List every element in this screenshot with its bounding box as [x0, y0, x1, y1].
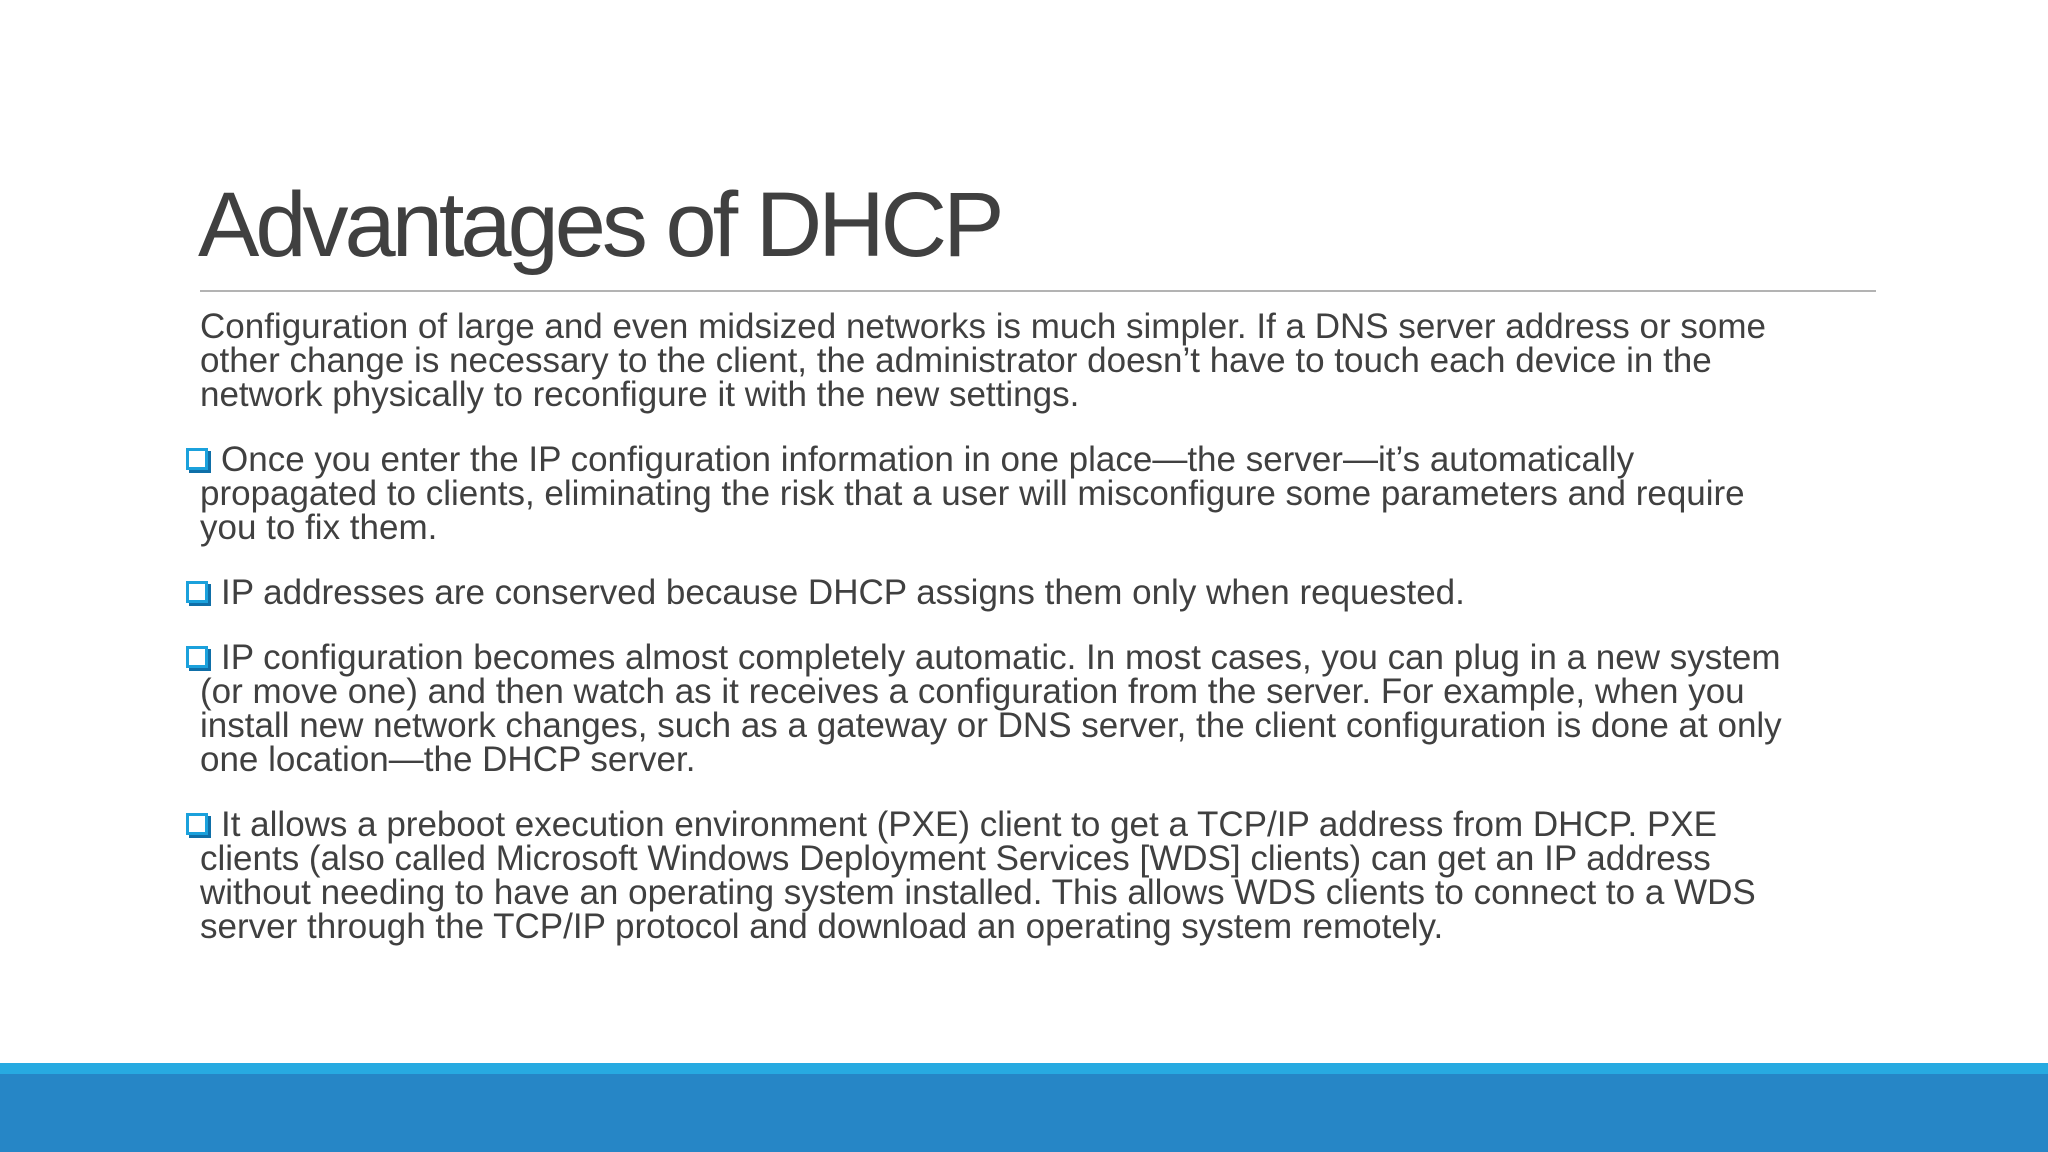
text-line: other change is necessary to the client, the administrator doesn’t have to touch each device in the — [200, 341, 1712, 380]
footer-bar — [0, 1074, 2048, 1152]
text-line: you to fix them. — [200, 508, 438, 547]
bullet-item — [200, 573, 1880, 612]
text-line: IP addresses are conserved because DHCP assigns them only when requested. — [221, 573, 1465, 612]
text-line: Configuration of large and even midsized networks is much simpler. If a DNS server address or some — [200, 307, 1766, 346]
text-line: Once you enter the IP configuration information in one place—the server—it’s automatically — [221, 440, 1635, 479]
slide-title: Advantages of DHCP — [198, 174, 1001, 276]
checkbox-icon — [186, 646, 208, 668]
checkbox-icon — [186, 581, 208, 603]
text-line: without needing to have an operating system installed. This allows WDS clients to connect to a WDS — [200, 873, 1756, 912]
intro-paragraph — [200, 307, 1880, 414]
title-divider — [200, 290, 1876, 292]
text-line: network physically to reconfigure it with the new settings. — [200, 375, 1080, 414]
bullet-item — [200, 805, 1880, 946]
bullet-item — [200, 638, 1880, 779]
text-line: (or move one) and then watch as it receives a configuration from the server. For example, when you — [200, 672, 1745, 711]
text-line: propagated to clients, eliminating the risk that a user will misconfigure some parameters and require — [200, 474, 1745, 513]
bullet-item — [200, 440, 1880, 547]
slide-content — [200, 307, 1880, 975]
checkbox-icon — [186, 448, 208, 470]
text-line: install new network changes, such as a gateway or DNS server, the client configuration is done at only — [200, 706, 1782, 745]
text-line: one location—the DHCP server. — [200, 740, 696, 779]
footer-accent-bar — [0, 1063, 2048, 1074]
text-line: IP configuration becomes almost completely automatic. In most cases, you can plug in a new system — [221, 638, 1781, 677]
text-line: It allows a preboot execution environment (PXE) client to get a TCP/IP address from DHCP. PXE — [221, 805, 1717, 844]
text-line: clients (also called Microsoft Windows Deployment Services [WDS] clients) can get an IP address — [200, 839, 1711, 878]
text-line: server through the TCP/IP protocol and download an operating system remotely. — [200, 907, 1444, 946]
checkbox-icon — [186, 813, 208, 835]
